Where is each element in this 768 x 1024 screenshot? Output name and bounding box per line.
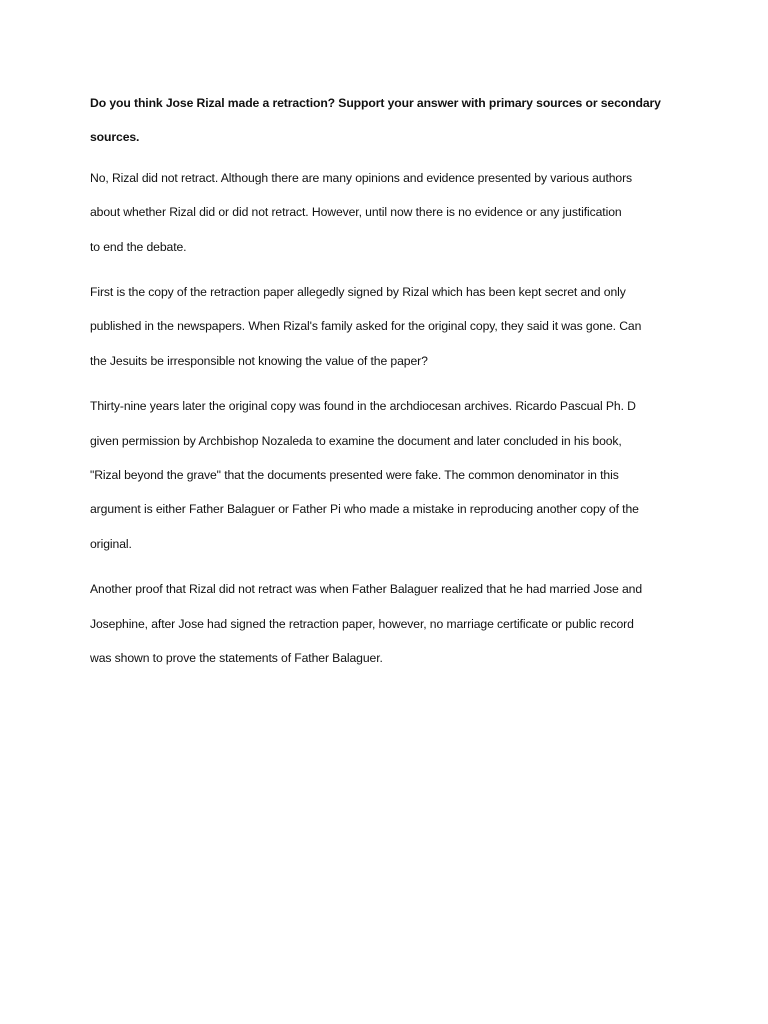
text-line: was shown to prove the statements of Father Balaguer. [90, 651, 383, 666]
text-line: to end the debate. [90, 239, 187, 254]
paragraph-answer [90, 161, 708, 264]
text-line: argument is either Father Balaguer or Father Pi who made a mistake in reproducing another copy of the [90, 502, 639, 517]
text-line: given permission by Archbishop Nozaleda to examine the document and later concluded in his book, [90, 433, 622, 448]
question-line: Do you think Jose Rizal made a retraction? Support your answer with primary sources or secondary [90, 96, 661, 110]
paragraph-original-found [90, 389, 708, 561]
text-line: Another proof that Rizal did not retract was when Father Balaguer realized that he had married Jose and [90, 582, 642, 597]
document-body [90, 86, 708, 687]
question-heading [90, 86, 708, 155]
paragraph-marriage-proof [90, 572, 708, 675]
text-line: Thirty-nine years later the original copy was found in the archdiocesan archives. Ricardo Pascual Ph. D [90, 399, 636, 414]
question-line: sources. [90, 130, 140, 145]
text-line: about whether Rizal did or did not retract. However, until now there is no evidence or any justification [90, 205, 622, 220]
text-line: published in the newspapers. When Rizal's family asked for the original copy, they said it was gone. Can [90, 319, 642, 334]
text-line: the Jesuits be irresponsible not knowing the value of the paper? [90, 353, 428, 368]
paragraph-retraction-copy [90, 275, 708, 378]
text-line: "Rizal beyond the grave" that the documents presented were fake. The common denominator in this [90, 468, 619, 483]
text-line: Josephine, after Jose had signed the retraction paper, however, no marriage certificate or public record [90, 616, 634, 631]
text-line: original. [90, 536, 132, 551]
text-line: First is the copy of the retraction paper allegedly signed by Rizal which has been kept secret and only [90, 285, 626, 300]
text-line: No, Rizal did not retract. Although there are many opinions and evidence presented by various authors [90, 170, 633, 185]
